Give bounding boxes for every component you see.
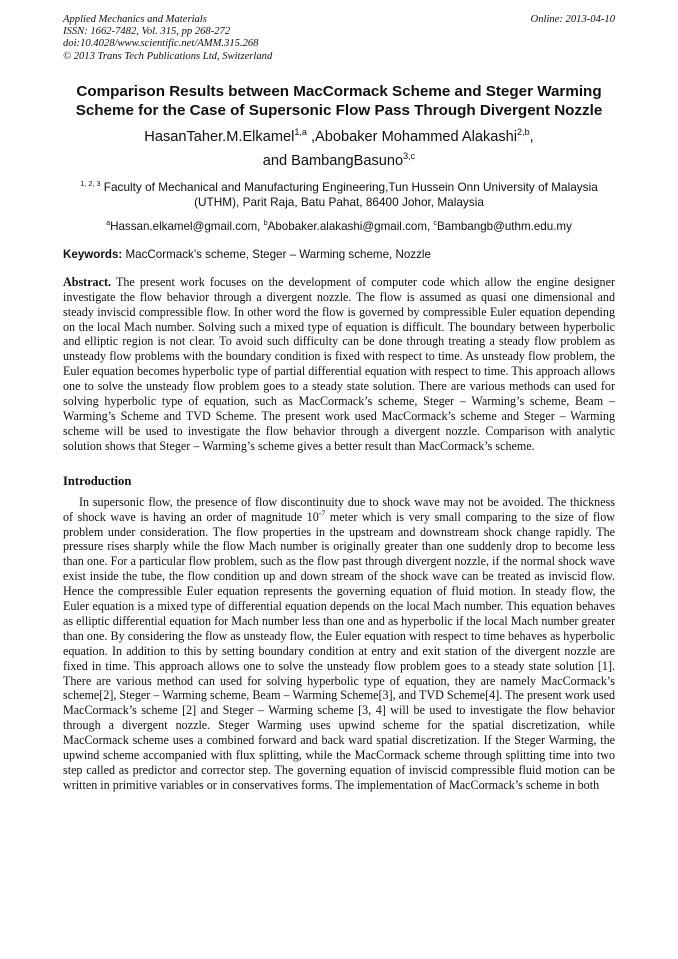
email-link[interactable]: Hassan.elkamel@gmail.com, <box>110 219 264 233</box>
author-line-2 <box>63 149 615 173</box>
journal-header <box>63 14 615 63</box>
introduction-heading: Introduction <box>63 473 132 488</box>
paper-title: Comparison Results between MacCormack Scheme and Steger Warming Scheme for the Case of Supersonic Flow Pass Through Divergent Nozzle <box>75 82 603 119</box>
author-line-1 <box>63 125 615 149</box>
introduction-paragraph <box>63 495 615 793</box>
author-list <box>63 125 615 173</box>
affiliation-text: Faculty of Mechanical and Manufacturing Engineering,Tun Hussein Onn University of Malaysia (UTHM), Parit Raja, Batu Pahat, 86400 Johor, Malaysia <box>100 179 598 210</box>
affiliation-marker: 1, 2, 3 <box>80 178 101 188</box>
keywords <box>63 248 615 262</box>
paper-page <box>63 14 615 793</box>
author-name: BambangBasuno <box>291 152 404 169</box>
copyright-line: © 2013 Trans Tech Publications Ltd, Switzerland <box>63 50 273 62</box>
email-list <box>63 217 615 234</box>
author-marker: 1,a <box>294 126 307 137</box>
affiliation <box>63 180 615 211</box>
email-marker: a <box>106 217 111 227</box>
issn-line: ISSN: 1662-7482, Vol. 315, pp 268-272 <box>63 26 231 38</box>
keywords-label: Keywords: <box>63 247 123 261</box>
online-date: Online: 2013-04-10 <box>530 14 615 25</box>
email-link[interactable]: Bambangb@uthm.edu.my <box>437 219 572 233</box>
intro-text: In supersonic flow, the presence of flow discontinuity due to shock wave may not be avoided. The thickness of shock wave is having an order of magnitude 10 <box>63 494 615 524</box>
author-separator: , <box>529 128 534 145</box>
author-conjunction: and <box>262 152 292 169</box>
doi-line: doi:10.4028/www.scientific.net/AMM.315.268 <box>63 38 259 50</box>
author-marker: 2,b <box>517 126 530 137</box>
author-name: ,Abobaker Mohammed Alakashi <box>306 128 518 145</box>
email-marker: c <box>433 217 438 227</box>
abstract-label: Abstract. <box>63 274 112 289</box>
abstract-text: The present work focuses on the development of computer code which allow the engine designer investigate the flow behavior through a divergent nozzle. The flow is assumed as quasi one dimensional and steady inviscid compressible flow. In other word the flow is governed by compressible Euler equation depending on the local Mach number. Solving such a mixed type of equation is difficult. The boundary between hyperbolic and elliptic region is not clear. To avoid such difficulty can be done through treating a steady flow problem as unsteady flow problems with the boundary condition is fixed with respect to time. As unsteady flow problem, the Euler equation becomes hyperbolic type of partial differential equation with respect to time. This approach allows one to solve the unsteady flow problem goes to a steady state solution. There are various methods can used for solving hyperbolic type of equation, such as MacCormack’s scheme, Steger – Warming’s scheme, Beam – Warming’s Scheme and TVD Scheme. The present work used MacCormack’s scheme and Steger – Warming scheme will be used to investigate the flow behavior through a divergent nozzle. Comparison with analytic solution shows that Steger – Warming’s scheme gives a better result than MacCormack’s scheme. <box>63 274 615 453</box>
author-marker: 3,c <box>403 150 416 161</box>
exponent: -7 <box>318 508 326 518</box>
author-name: HasanTaher.M.Elkamel <box>144 128 295 145</box>
journal-name: Applied Mechanics and Materials <box>63 14 207 25</box>
email-link[interactable]: Abobaker.alakashi@gmail.com, <box>267 219 434 233</box>
intro-text-continued: meter which is very small comparing to the size of flow problem under consideration. The flow properties in the upstream and downstream shock change rapidly. The pressure rises sharply while the flow Mach number is originally greater than one suddenly drop to become less than one. For a particular flow problem, such as the flow past through divergent nozzle, if the normal shock wave exist inside the tube, the flow condition up and down stream of the shock wave can be treated as inviscid flow. Hence the compressible Euler equation represents the governing equation of fluid motion. In steady flow, the Euler equation is a mixed type of differential equation depends on the local Mach number. This equation behaves as elliptic differential equation for Mach number less than one and as hyperbolic if the local Mach number greater than one. By considering the flow as unsteady flow, the Euler equation with respect to time behaves as hyperbolic equation. In addition to this by setting boundary condition at entry and exit station of the divergent nozzle are fixed in time. This approach allows one to solve the unsteady flow problem goes to a steady state solution [1]. There are various method can used for solving hyperbolic type of equation, they are namely MacCormack’s scheme[2], Steger – Warming scheme, Beam – Warming Scheme[3], and TVD Scheme[4]. The present work used MacCormack’s scheme [2] and Steger – Warming scheme [3, 4] will be used to investigate the flow behavior through a divergent nozzle. Steger Warming uses upwind scheme for the spatial discretization, while MacCormack scheme uses a combined forward and back ward spatial discretization. If the Steger Warming, the upwind scheme accompanied with flux splitting, while the MacCormack scheme through splitting time into two step called as predictor and corrector step. The governing equation of inviscid compressible fluid motion can be written in primitive variables or in conservatives forms. The implementation of MacCormack’s scheme in both <box>63 509 615 792</box>
abstract <box>63 275 615 454</box>
keywords-text: MacCormack’s scheme, Steger – Warming scheme, Nozzle <box>122 247 431 261</box>
email-marker: b <box>263 217 268 227</box>
